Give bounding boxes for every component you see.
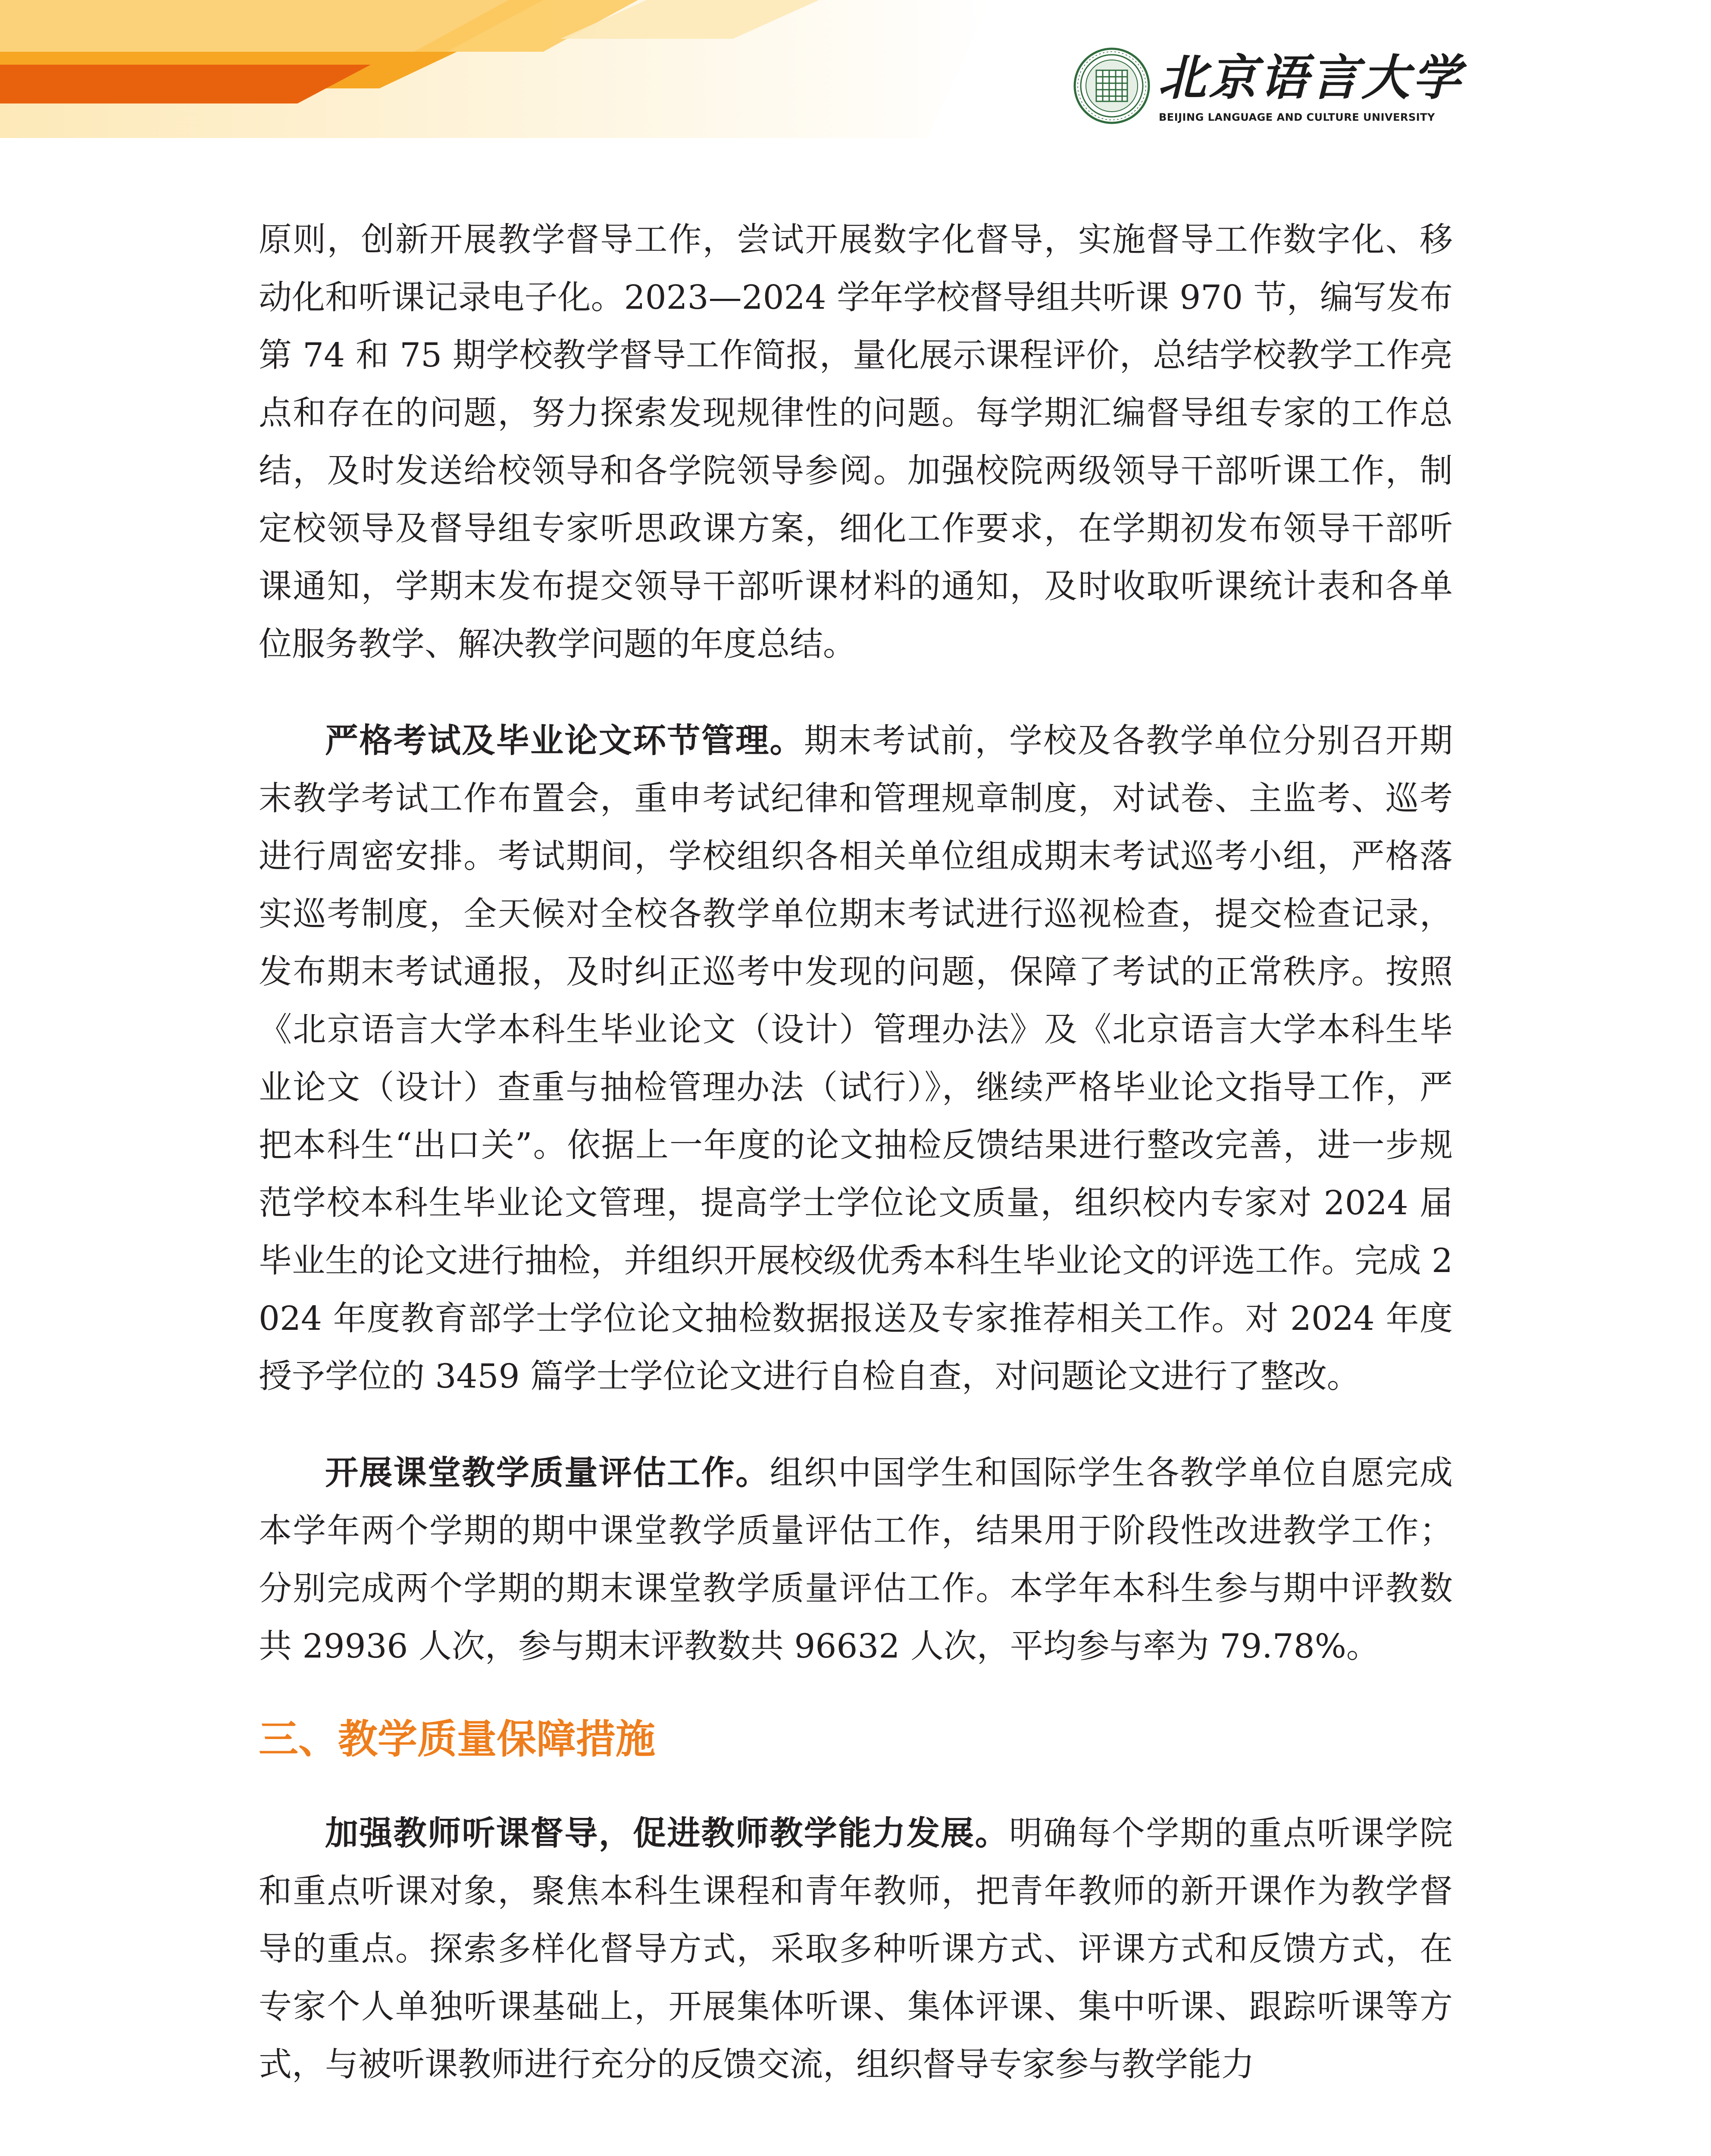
body-paragraph	[259, 1445, 1453, 1676]
university-seal-icon	[1073, 47, 1150, 124]
body-paragraph	[259, 712, 1453, 1406]
paragraph-lead: 开展课堂教学质量评估工作。	[325, 1454, 770, 1492]
paragraph-lead: 严格考试及毕业论文环节管理。	[325, 722, 804, 760]
body-paragraph	[259, 211, 1453, 674]
university-logo	[1073, 47, 1463, 134]
logo-name-en: BEIJING LANGUAGE AND CULTURE UNIVERSITY	[1159, 111, 1435, 123]
paragraph-lead: 加强教师听课督导，促进教师教学能力发展。	[325, 1814, 1009, 1853]
document-body	[259, 211, 1453, 2094]
logo-name-cn: 北京语言大学	[1158, 50, 1463, 106]
section-heading: 三、教学质量保障措施	[259, 1716, 656, 1762]
paragraph-text: 期末考试前，学校及各教学单位分别召开期末教学考试工作布置会，重申考试纪律和管理规章制度，对试卷、主监考、巡考进行周密安排。考试期间，学校组织各相关单位组成期末考试巡考小组，严格落实巡考制度，全天候对全校各教学单位期末考试进行巡视检查，提交检查记录，发布期末考试通报，及时纠正巡考中发现的问题，保障了考试的正常秩序。按照《北京语言大学本科生毕业论文（设计）管理办法》及《北京语言大学本科生毕业论文（设计）查重与抽检管理办法（试行）》，继续严格毕业论文指导工作，严把本科生“出口关”。依据上一年度的论文抽检反馈结果进行整改完善，进一步规范学校本科生毕业论文管理，提高学士学位论文质量，组织校内专家对 2024 届毕业生的论文进行抽检，并组织开展校级优秀本科生毕业论文的评选工作。完成 2024 年度教育部学士学位论文抽检数据报送及专家推荐相关工作。对 2024 年度授予学位的 3459 篇学士学位论文进行自检自查，对问题论文进行了整改。	[259, 722, 1453, 1396]
body-paragraph	[259, 1805, 1453, 2094]
paragraph-text: 明确每个学期的重点听课学院和重点听课对象，聚焦本科生课程和青年教师，把青年教师的新开课作为教学督导的重点。探索多样化督导方式，采取多种听课方式、评课方式和反馈方式，在专家个人单独听课基础上，开展集体听课、集体评课、集中听课、跟踪听课等方式，与被听课教师进行充分的反馈交流，组织督导专家参与教学能力	[259, 1814, 1453, 2084]
paragraph-text: 组织中国学生和国际学生各教学单位自愿完成本学年两个学期的期中课堂教学质量评估工作，结果用于阶段性改进教学工作；分别完成两个学期的期末课堂教学质量评估工作。本学年本科生参与期中评教数共 29936 人次，参与期末评教数共 96632 人次，平均参与率为 79.78%。	[259, 1454, 1453, 1666]
paragraph-text: 原则，创新开展教学督导工作，尝试开展数字化督导，实施督导工作数字化、移动化和听课记录电子化。2023—2024 学年学校督导组共听课 970 节，编写发布第 74 和 75 期学校教学督导工作简报，量化展示课程评价，总结学校教学工作亮点和存在的问题，努力探索发现规律性的问题。每学期汇编督导组专家的工作总结，及时发送给校领导和各学院领导参阅。加强校院两级领导干部听课工作，制定校领导及督导组专家听思政课方案，细化工作要求，在学期初发布领导干部听课通知，学期末发布提交领导干部听课材料的通知，及时收取听课统计表和各单位服务教学、解决教学问题的年度总结。	[259, 221, 1453, 664]
